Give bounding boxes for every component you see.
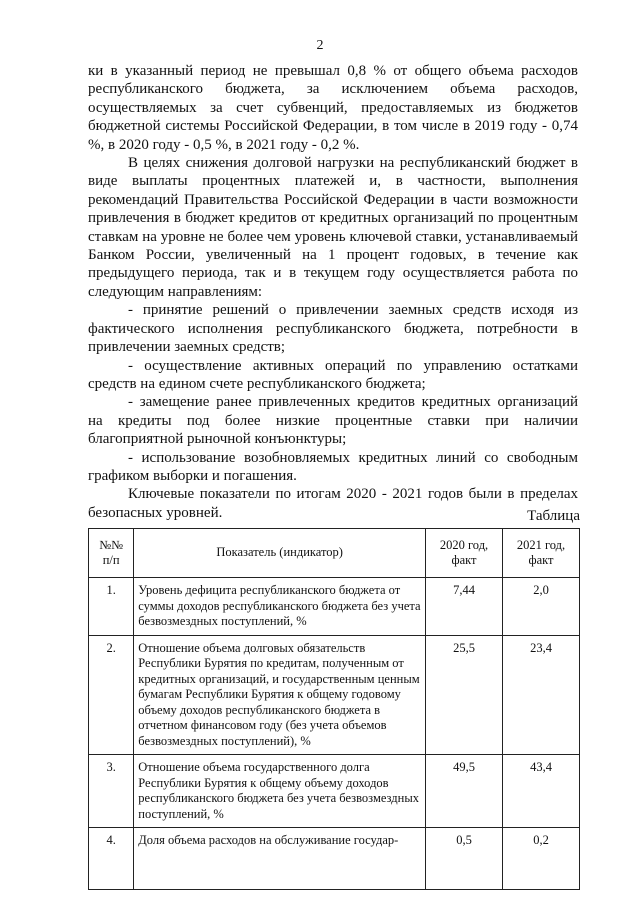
row-num: 1. — [89, 578, 134, 636]
table-row — [89, 755, 580, 828]
row-2020-value: 49,5 — [426, 755, 503, 828]
list-item-loan-replacement: - замещение ранее привлеченных кредитов кредитных организаций на кредиты под более низкие процентные ставки при наличии благоприятной рыночной конъюнктуры; — [88, 394, 578, 448]
page-number: 2 — [316, 38, 324, 53]
row-num: 2. — [89, 635, 134, 755]
row-2021-value: 2,0 — [503, 578, 580, 636]
row-num: 4. — [89, 828, 134, 890]
indicators-table — [88, 528, 580, 890]
row-2021-value: 23,4 — [503, 635, 580, 755]
header-2020: 2020 год, факт — [426, 529, 503, 578]
body-text — [88, 62, 578, 522]
table-row — [89, 828, 580, 890]
table-caption: Таблица — [527, 508, 580, 524]
row-indicator: Отношение объема долговых обязательств Республики Бурятия по кредитам, полученным от кредитных организаций, и государственным ценным бумагам Республики Бурятия к общему годовому объему доходов республиканского бюджета в отчетном финансовом году (без учета объемов безвозмездных поступлений), % — [134, 635, 426, 755]
row-2021-value: 43,4 — [503, 755, 580, 828]
row-2020-value: 25,5 — [426, 635, 503, 755]
paragraph-continuation: ки в указанный период не превышал 0,8 % от общего объема расходов республиканского бюджета, за исключением объема расходов, осуществляемых за счет субвенций, предоставляемых из бюджетов бюджетной системы Российской Федерации, в том числе в 2019 году - 0,74 %, в 2020 году - 0,5 %, в 2021 году - 0,2 %. — [88, 63, 578, 153]
header-2021: 2021 год, факт — [503, 529, 580, 578]
header-num: №№ п/п — [89, 529, 134, 578]
row-2020-value: 7,44 — [426, 578, 503, 636]
table-header-row — [89, 529, 580, 578]
row-num: 3. — [89, 755, 134, 828]
list-item-active-operations: - осуществление активных операций по управлению остатками средств на едином счете республиканского бюджета; — [88, 357, 578, 392]
list-item-credit-lines: - использование возобновляемых кредитных линий со свободным графиком выборки и погашения. — [88, 449, 578, 484]
row-2020-value: 0,5 — [426, 828, 503, 890]
table-row — [89, 578, 580, 636]
row-2021-value: 0,2 — [503, 828, 580, 890]
table-row — [89, 635, 580, 755]
row-indicator: Уровень дефицита республиканского бюджета от суммы доходов республиканского бюджета без учета безвозмездных поступлений, % — [134, 578, 426, 636]
paragraph-key-indicators: Ключевые показатели по итогам 2020 - 2021 годов были в пределах безопасных уровней. — [88, 486, 578, 521]
row-indicator: Отношение объема государственного долга Республики Бурятия к общему объему доходов республиканского бюджета без учета безвозмездных поступлений, % — [134, 755, 426, 828]
header-indicator: Показатель (индикатор) — [134, 529, 426, 578]
list-item-borrowing-decisions: - принятие решений о привлечении заемных средств исходя из фактического исполнения республиканского бюджета, потребности в привлечении заемных средств; — [88, 302, 578, 356]
paragraph-debt-reduction: В целях снижения долговой нагрузки на республиканский бюджет в виде выплаты процентных платежей и, в частности, выполнения рекомендаций Правительства Российской Федерации в части возможности привлечения в бюджет кредитов от кредитных организаций по процентным ставкам на уровне не более чем уровень ключевой ставки, устанавливаемый Банком России, увеличенный на 1 процент годовых, в течение как предыдущего периода, так и в текущем году осуществляется работа по следующим направлениям: — [88, 155, 578, 300]
row-indicator: Доля объема расходов на обслуживание государ- — [134, 828, 426, 890]
